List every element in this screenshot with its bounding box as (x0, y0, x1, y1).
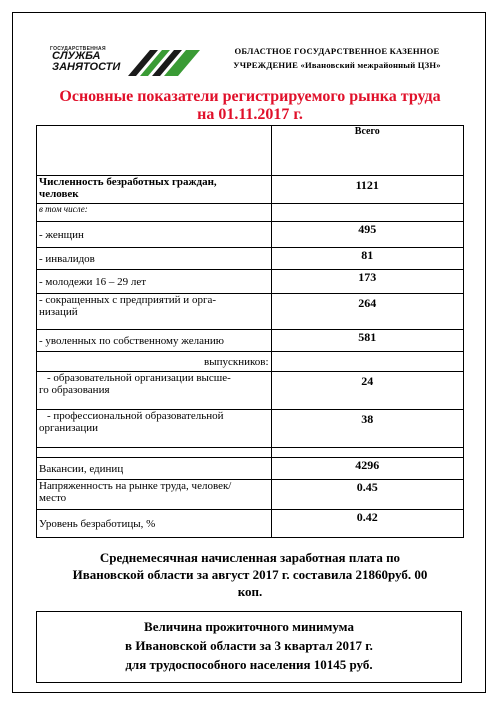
salary-line-1: Среднемесячная начисленная заработная плата по (99, 550, 401, 565)
table-row (37, 510, 464, 538)
subsistence-minimum-box (36, 611, 462, 683)
title-line-1: Основные показатели регистрируемого рынка труда (59, 88, 441, 105)
page-title (30, 88, 470, 124)
table-row (37, 410, 464, 448)
table-header-row (37, 126, 464, 176)
value-tension: 0.45 (271, 480, 463, 510)
row-label-higher-ed (37, 372, 272, 410)
minimum-line-1: Величина прожиточного минимума (144, 619, 354, 634)
logo-line-1: СЛУЖБА (52, 50, 101, 62)
spacer-cell (271, 448, 463, 458)
table-row (37, 270, 464, 294)
table-row (37, 372, 464, 410)
table-spacer-row (37, 448, 464, 458)
value-prof-ed: 38 (271, 410, 463, 448)
label-line: человек (39, 188, 79, 200)
empty-value-cell (271, 352, 463, 372)
table-row (37, 294, 464, 330)
row-label-quit: - уволенных по собственному желанию (37, 330, 272, 352)
organization-name (210, 44, 464, 72)
table-row (37, 330, 464, 352)
label-line: - образовательной организации высше- (47, 372, 231, 384)
salary-line-2: Ивановской области за август 2017 г. составила 21860руб. 00 (72, 567, 428, 582)
column-header-total: Всего (271, 126, 463, 176)
row-label-tension (37, 480, 272, 510)
label-line: Численность безработных граждан, (39, 176, 217, 188)
value-higher-ed: 24 (271, 372, 463, 410)
title-line-2: на 01.11.2017 г. (197, 106, 303, 123)
org-line-1: ОБЛАСТНОЕ ГОСУДАРСТВЕННОЕ КАЗЕННОЕ (234, 46, 440, 56)
logo-small-text: ГОСУДАРСТВЕННАЯ (50, 46, 106, 52)
table-row (37, 176, 464, 204)
label-line: - сокращенных с предприятий и орга- (39, 294, 216, 306)
value-unemployed: 1121 (271, 176, 463, 204)
empty-value-cell (271, 204, 463, 222)
row-label-unemployed (37, 176, 272, 204)
employment-service-logo (50, 46, 200, 78)
value-women: 495 (271, 222, 463, 248)
salary-statement (30, 549, 470, 600)
row-label-prof-ed (37, 410, 272, 448)
labor-market-table (36, 125, 464, 538)
label-line: - профессиональной образовательной (47, 410, 224, 422)
row-label-vacancies: Вакансии, единиц (37, 458, 272, 480)
row-label-reduced (37, 294, 272, 330)
row-label-youth: - молодежи 16 – 29 лет (37, 270, 272, 294)
logo-line-2: ЗАНЯТОСТИ (52, 61, 121, 73)
label-line: го образования (39, 384, 110, 396)
table-row (37, 222, 464, 248)
table-row (37, 204, 464, 222)
label-line: место (39, 492, 67, 504)
row-label-women: - женщин (37, 222, 272, 248)
label-line: низаций (39, 306, 78, 318)
table-row (37, 480, 464, 510)
table-row (37, 458, 464, 480)
table-row (37, 248, 464, 270)
value-youth: 173 (271, 270, 463, 294)
value-rate: 0.42 (271, 510, 463, 538)
logo-text (52, 51, 120, 73)
logo-arrows-icon (128, 46, 200, 78)
header-empty-cell (37, 126, 272, 176)
org-line-2: УЧРЕЖДЕНИЕ «Ивановский межрайонный ЦЗН» (233, 60, 441, 70)
value-reduced: 264 (271, 294, 463, 330)
row-label-including: в том числе: (37, 204, 272, 222)
row-label-graduates: выпускников: (37, 352, 272, 372)
table-row (37, 352, 464, 372)
row-label-rate: Уровень безработицы, % (37, 510, 272, 538)
row-label-disabled: - инвалидов (37, 248, 272, 270)
spacer-cell (37, 448, 272, 458)
label-line: организации (39, 422, 99, 434)
value-quit: 581 (271, 330, 463, 352)
value-vacancies: 4296 (271, 458, 463, 480)
minimum-line-3: для трудоспособного населения 10145 руб. (125, 657, 373, 672)
value-disabled: 81 (271, 248, 463, 270)
minimum-line-2: в Ивановской области за 3 квартал 2017 г. (125, 638, 373, 653)
salary-line-3: коп. (237, 584, 263, 599)
label-line: Напряженность на рынке труда, человек/ (39, 480, 232, 492)
